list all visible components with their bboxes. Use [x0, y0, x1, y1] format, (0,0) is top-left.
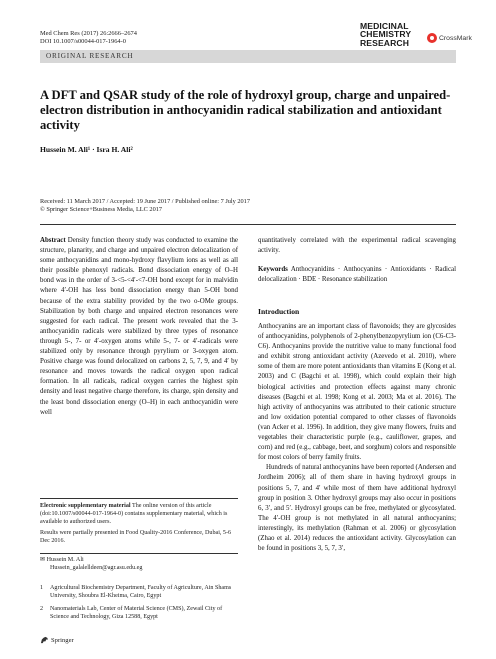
section-label: ORIGINAL RESEARCH — [46, 52, 134, 60]
abstract-label: Abstract — [40, 237, 66, 244]
mail-icon: ✉ — [40, 557, 46, 563]
crossmark-badge[interactable] — [427, 33, 472, 43]
journal-citation — [40, 30, 137, 46]
corresponding-author — [40, 557, 238, 573]
affiliation-1 — [40, 585, 238, 601]
contact-name: Hussein M. Ali — [46, 557, 84, 563]
keywords-text: Anthocyanidins · Anthocyanins · Antioxidants · Radical delocalization · BDE · Resonance stabilization — [258, 266, 457, 284]
author-list[interactable]: Hussein M. Ali¹ · Isra H. Ali² — [40, 145, 133, 154]
crossmark-label: CrossMark — [439, 34, 472, 42]
journal-doi[interactable]: DOI 10.1007/s00044-017-1964-0 — [40, 38, 126, 46]
affiliation-text: Agricultural Biochemistry Department, Faculty of Agriculture, Ain Shams University, Shoubra El-Kheima, Cairo, Egypt — [50, 585, 232, 599]
intro-paragraph-1: Anthocyanins are an important class of flavonoids; they are glycosides of anthocyanidins, polyphenols of 2-phenylbenzopyrylium ion (C6-C3-C6). Anthocyanins provide the nutritive value to many functional food and exhibit strong antioxidant activity (Azevedo et al. 2010), where some of them are more potent antioxidants than vitamins E (Kong et al. 2003) and C (Bagchi et al. 1998), which could explain their high biological activities and protection effects against many chronic diseases (Bagchi et al. 1998; Kong et al. 2003; Ma et al. 2016). The high activity of anthocyanins was attributed to their cationic structure and low oxidation potential compared to other classes of flavonoids (van Acker et al. 1996). In addition, they give many flowers, fruits and vegetables their characteristic purple (e.g., cauliflower, grapes, and corn) and red (e.g., cabbage, beet, and sorghum) colors and responsible for most colors of berry family fruits. — [258, 323, 456, 462]
affiliation-number: 1 — [40, 585, 44, 591]
crossmark-icon — [427, 33, 437, 43]
journal-issue: Med Chem Res (2017) 26:2666–2674 — [40, 30, 137, 37]
introduction-heading: Introduction — [258, 307, 300, 316]
keywords — [258, 265, 456, 285]
presentation-note: Results were partially presented in Food Quality-2016 Conference, Dubai, 5-6 Dec 2016. — [40, 530, 232, 544]
abstract-continuation: quantitatively correlated with the experimental radical scavenging activity. — [258, 237, 456, 255]
introduction-body — [258, 322, 456, 554]
contact-email[interactable]: Hussein_galalelldeen@agr.asu.edu.eg — [50, 564, 143, 571]
publication-dates — [40, 198, 250, 215]
section-label-bar — [40, 50, 456, 63]
abstract — [40, 236, 238, 418]
abstract-text: Density function theory study was conducted to examine the structure, planarity, and charge and unpaired electron delocalization of some anthocyanidins and mono-hydroxy flavylium ions as well as all their possible phenoxyl radicals. Bond dissociation energy of O–H bond was in the order of 3‑<5‑<4′‑<7‑OH bond except for in malvidin where 4′‑OH has less bond dissociation energy than 5-OH bond because of the extra stability provided by the two o-OMe groups. Stabilization by both charge and unpaired electron resonances were suggested for each radical. The present work revealed that the 3-anthocyanidin radicals were stabilized by three types of resonance through 5-, 7- or 4′-oxygen atoms while 5-, 7- or 4′-radicals were stabilized only by resonance through pyrylium or 3-oxygen atom. Positive charge was found delocalized on carbons 2, 5, 7, 9, and 4′ by resonance and moves towards the radical oxygen upon radical formation. In all radicals, radical oxygen carries the highest spin density and least negative charge therefore, its charge, spin density and the least bond dissociation energy (O–H) in each anthocyanidin were well — [40, 237, 238, 416]
supplementary-text: The online version of this article (doi:10.1007/s00044-017-1964-0) contains supplementary material, which is available to authorized users. — [40, 503, 228, 525]
affiliation-2 — [40, 606, 238, 622]
header-divider — [40, 224, 456, 225]
publisher-name: Springer — [51, 636, 74, 644]
supplementary-note — [40, 503, 238, 526]
footnote-divider — [40, 498, 238, 499]
logo-line-3: RESEARCH — [360, 37, 410, 48]
copyright: © Springer Science+Business Media, LLC 2017 — [40, 206, 163, 214]
history-dates: Received: 11 March 2017 / Accepted: 19 June 2017 / Published online: 7 July 2017 — [40, 198, 250, 205]
publisher-mark — [40, 636, 74, 644]
intro-paragraph-2: Hundreds of natural anthocyanins have been reported (Andersen and Jordheim 2006); all of them share in having hydroxyl groups in positions 5, 7, and 4′ while most of them have additional hydroxyl group in position 3. Other hydroxyl groups may also occur in positions 6, 3′, and 5′. Hydroxyl groups can be free, methylated or glycosylated. The 4′-OH group is not methylated in all natural anthocyanins; interestingly, its methylation (Rahman et al. 2006) or glycosylation (Zhao et al. 2014) reduces the antioxidant activity. Glycosylation can be found in positions 3, 5, 7, 3′, — [258, 464, 456, 553]
article-title: A DFT and QSAR study of the role of hydroxyl group, charge and unpaired-electron distribution in anthocyanidin radical stabilization and antioxidant activity — [40, 88, 451, 133]
supplementary-label: Electronic supplementary material — [40, 503, 131, 509]
springer-horse-icon — [40, 636, 49, 644]
logo-line-1: MEDICINAL — [360, 21, 409, 31]
affiliation-text: Nanomaterials Lab, Center of Material Science (CMS), Zewail City of Science and Technology, Giza 12588, Egypt — [50, 606, 223, 620]
logo-line-2: CHEMISTRY — [360, 29, 412, 40]
affiliation-number: 2 — [40, 606, 44, 612]
keywords-label: Keywords — [258, 266, 288, 273]
journal-logo — [360, 22, 411, 47]
